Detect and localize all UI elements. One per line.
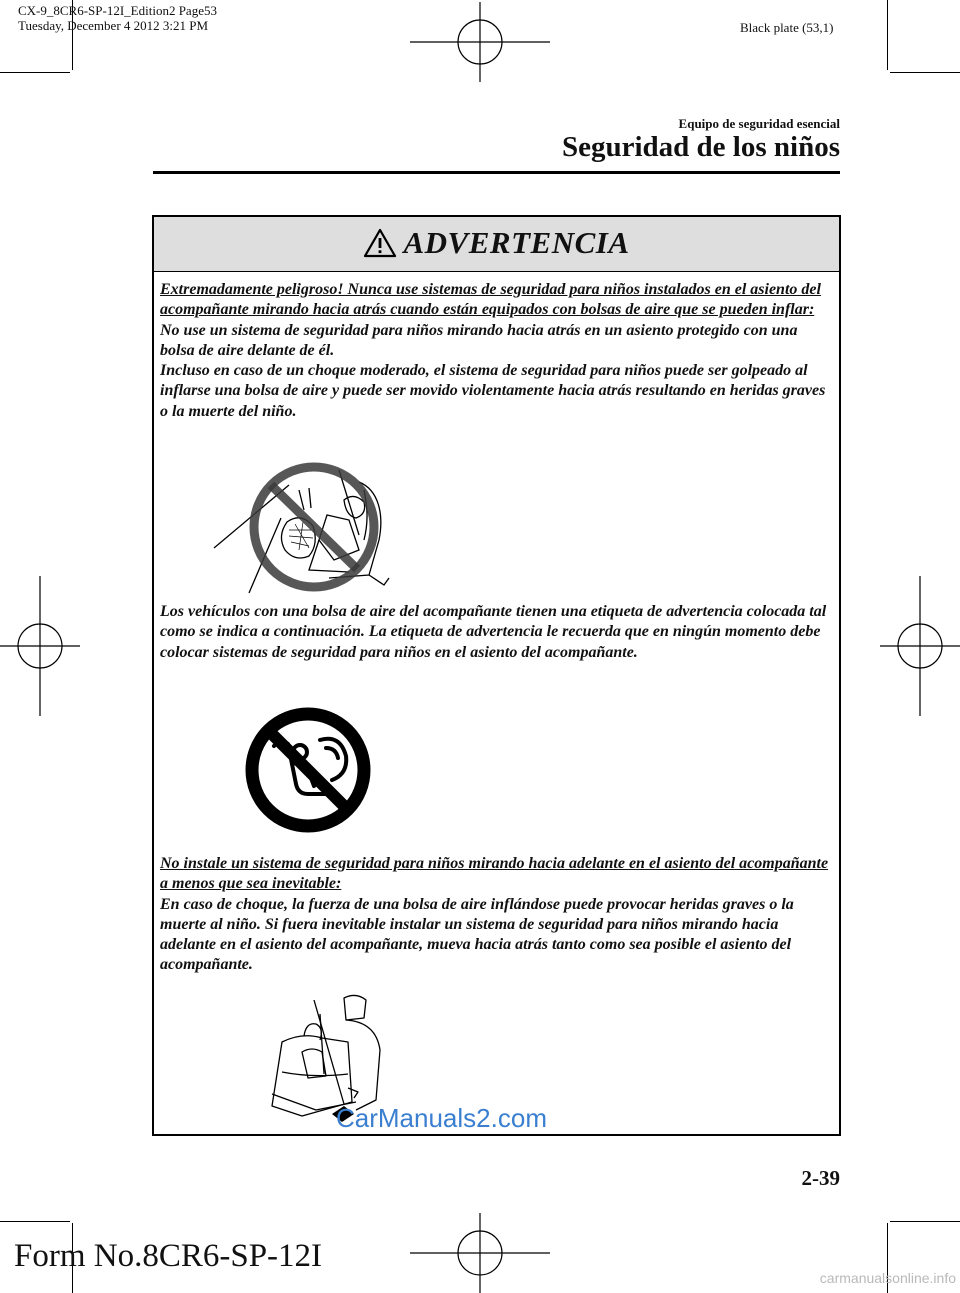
rear-facing-seat-prohibited-illustration xyxy=(209,460,419,595)
warning-paragraph-1 xyxy=(160,280,836,422)
print-file-line: CX-9_8CR6-SP-12I_Edition2 Page53 xyxy=(18,3,217,18)
registration-mark-left xyxy=(0,576,80,716)
page-number: 2-39 xyxy=(801,1166,840,1190)
crop-mark xyxy=(890,72,960,73)
crop-mark xyxy=(0,72,70,73)
watermark-main: CarManuals2.com xyxy=(336,1103,547,1133)
warning-body-1b: Incluso en caso de un choque moderado, el sistema de seguridad para niños puede ser golpeado al inflarse una bolsa de aire y puede ser movido violentamente hacia atrás resultando en heridas graves o la muerte del niño. xyxy=(160,362,826,420)
registration-mark-bottom xyxy=(410,1213,550,1293)
no-child-seat-label-illustration xyxy=(242,704,374,836)
crop-mark xyxy=(0,1221,70,1222)
warning-paragraph-2 xyxy=(160,602,836,663)
form-number: Form No.8CR6-SP-12I xyxy=(14,1238,323,1274)
title-rule xyxy=(153,171,840,174)
warning-paragraph-3 xyxy=(160,854,836,976)
warning-triangle-icon xyxy=(363,228,397,258)
warning-body-1a: No use un sistema de seguridad para niños mirando hacia atrás en un asiento protegido con una bolsa de aire delante de él. xyxy=(160,321,798,359)
crop-mark xyxy=(890,1221,960,1222)
warning-title: ADVERTENCIA xyxy=(403,225,630,260)
crop-mark xyxy=(887,0,888,70)
print-date-line: Tuesday, December 4 2012 3:21 PM xyxy=(18,18,209,33)
page-title: Seguridad de los niños xyxy=(561,131,840,163)
print-job-info xyxy=(18,3,217,33)
warning-heading-1: Extremadamente peligroso! Nunca use sistemas de seguridad para niños instalados en el asiento del acompañante mirando hacia atrás cuando están equipados con bolsas de aire que se pueden inflar: xyxy=(160,281,821,319)
warning-box xyxy=(152,215,841,1136)
warning-body-3: En caso de choque, la fuerza de una bolsa de aire inflándose puede provocar heridas graves o la muerte al niño. Si fuera inevitable instalar un sistema de seguridad para niños mirando hacia adelante en el asiento del acompañante, mueva hacia atrás tanto como sea posible el asiento del acompañante. xyxy=(160,895,794,974)
registration-mark-top xyxy=(410,2,550,82)
warning-header xyxy=(154,217,839,272)
registration-mark-right xyxy=(880,576,960,716)
section-subtitle: Equipo de seguridad esencial xyxy=(678,116,840,131)
warning-body-2: Los vehículos con una bolsa de aire del acompañante tienen una etiqueta de advertencia colocada tal como se indica a continuación. La etiqueta de advertencia le recuerda que en ningún momento debe colocar sistemas de seguridad para niños en el asiento del acompañante. xyxy=(160,603,827,661)
warning-heading-3: No instale un sistema de seguridad para niños mirando hacia adelante en el asiento del acompañante a menos que sea inevitable: xyxy=(160,855,829,893)
watermark-corner: carmanualsonline.info xyxy=(819,1270,956,1286)
plate-info: Black plate (53,1) xyxy=(740,20,834,35)
